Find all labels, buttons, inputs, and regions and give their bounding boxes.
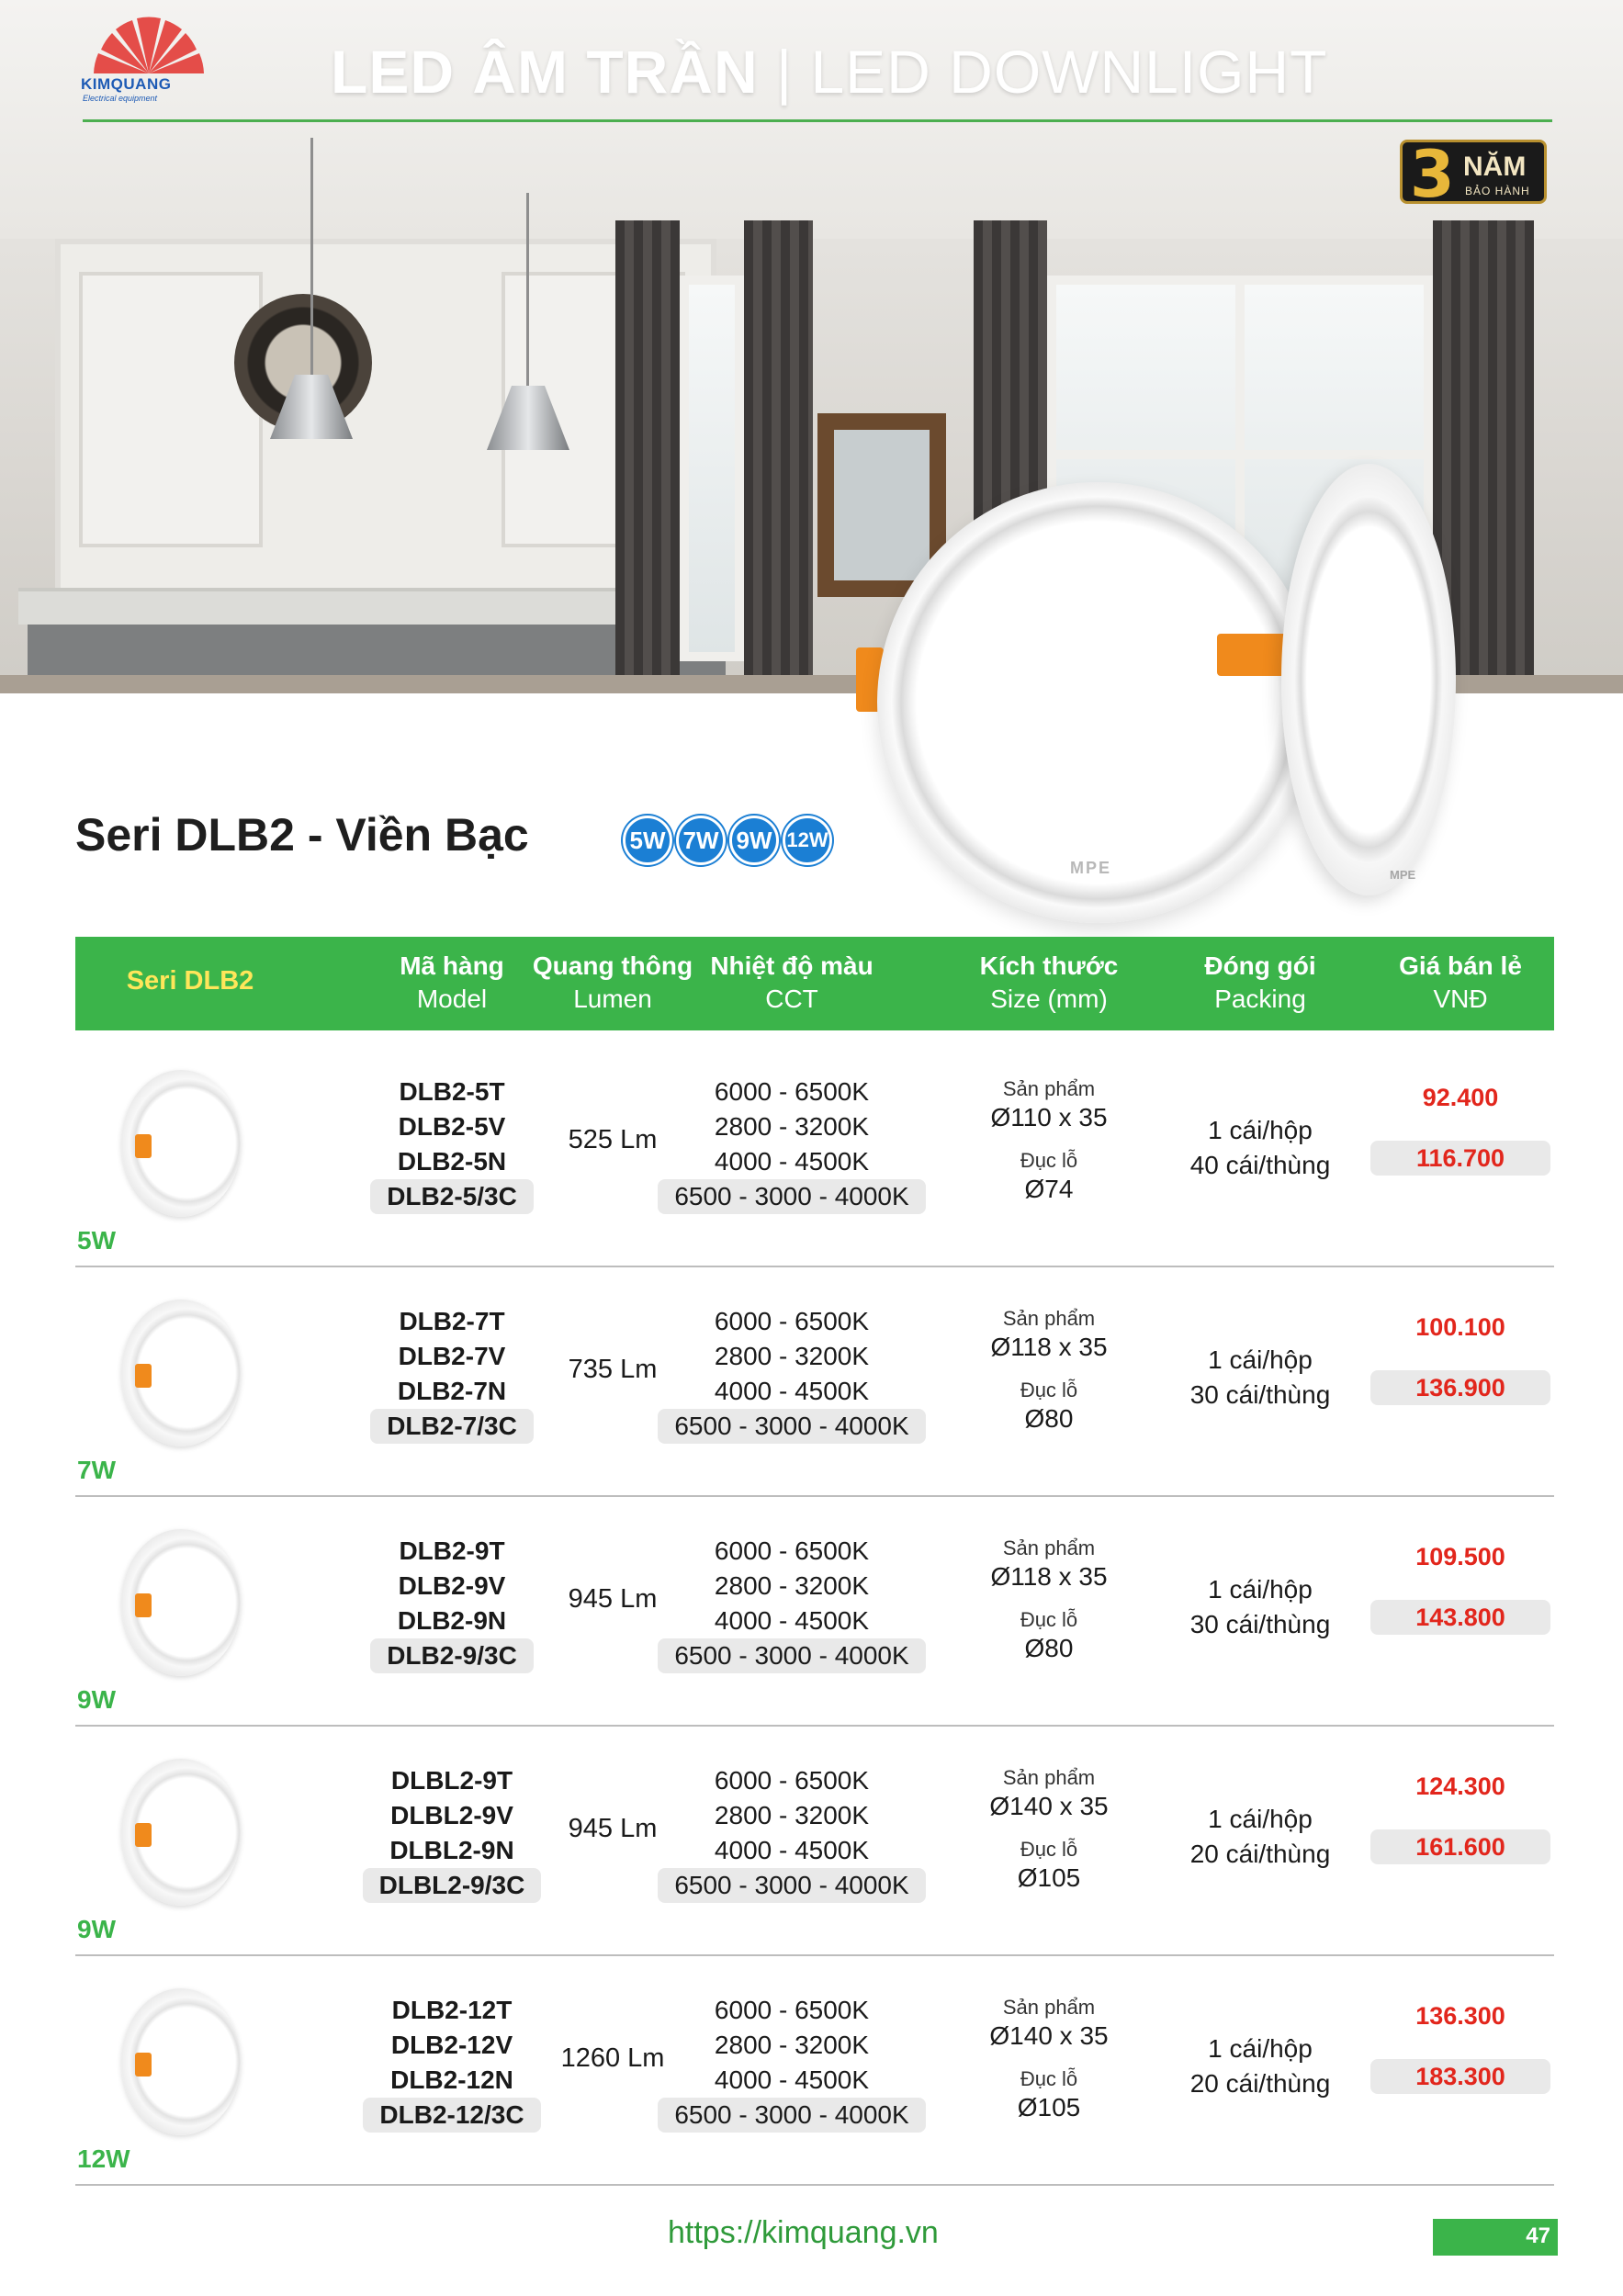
product-brand-mark: MPE	[1070, 859, 1112, 877]
table-row	[75, 1497, 1554, 1727]
cct-value: 2800 - 3200K	[714, 1342, 870, 1370]
cutout-label: Đục lỗ	[1020, 1149, 1078, 1172]
combo-price-wrap	[1369, 1600, 1552, 1635]
model-code: DLB2-9N	[397, 1606, 507, 1635]
size-value: Ø118 x 35	[990, 1333, 1108, 1361]
header-cct: Nhiệt độ màu CCT	[710, 951, 873, 1013]
packing-info	[1122, 1343, 1398, 1412]
size-value: Ø140 x 35	[989, 2021, 1109, 2050]
page-title	[331, 37, 1328, 107]
lumen-value: 1260 Lm	[560, 2043, 665, 2073]
combo-price: 183.300	[1370, 2059, 1550, 2094]
cct-value: 6000 - 6500K	[714, 1536, 870, 1565]
retail-price: 100.100	[1415, 1313, 1505, 1341]
model-code: DLB2-7V	[398, 1342, 506, 1370]
window	[680, 276, 744, 661]
title-separator: |	[758, 38, 811, 106]
cct-value: 6000 - 6500K	[714, 1766, 870, 1795]
cutout-label: Đục lỗ	[1020, 1838, 1078, 1861]
watt-badge: 12W	[783, 816, 832, 865]
watt-badge: 5W	[623, 816, 672, 865]
lumen-value: 735 Lm	[568, 1355, 658, 1384]
series-title: Seri DLB2 - Viền Bạc	[75, 809, 529, 861]
cct-value: 2800 - 3200K	[714, 1801, 870, 1829]
title-vietnamese: LED ÂM TRẦN	[331, 38, 759, 106]
packing-box: 1 cái/hộp	[1208, 1116, 1313, 1144]
page-number: 47	[1526, 2223, 1550, 2248]
model-code: DLB2-12N	[390, 2065, 513, 2094]
cabinet-panel	[79, 272, 263, 547]
combo-cct: 6500 - 3000 - 4000K	[658, 1409, 925, 1444]
size-value: Ø140 x 35	[989, 1792, 1109, 1820]
counter-top	[18, 588, 716, 625]
packing-carton: 30 cái/thùng	[1189, 1610, 1331, 1638]
cct-value: 2800 - 3200K	[714, 1571, 870, 1600]
retail-price: 124.300	[1415, 1773, 1505, 1800]
row-wattage: 9W	[77, 1915, 116, 1943]
pendant-cord	[526, 193, 529, 390]
title-underline	[83, 119, 1552, 122]
table-row	[75, 1267, 1554, 1497]
product-brand-mark: MPE	[1390, 868, 1416, 882]
cutout-label: Đục lỗ	[1020, 1608, 1078, 1631]
header-series: Seri DLB2	[126, 966, 254, 996]
row-wattage: 12W	[77, 2144, 130, 2173]
model-code: DLBL2-9N	[389, 1836, 514, 1864]
table-row	[75, 1038, 1554, 1267]
packing-box: 1 cái/hộp	[1208, 1575, 1313, 1604]
packing-info	[1122, 2032, 1398, 2101]
cutout-value: Ø74	[1024, 1175, 1074, 1203]
downlight-thumbnail	[121, 1300, 241, 1446]
downlight-thumbnail	[121, 1070, 241, 1217]
size-label: Sản phẩm	[1002, 1766, 1096, 1789]
cutout-value: Ø80	[1024, 1404, 1074, 1433]
packing-carton: 40 cái/thùng	[1189, 1151, 1331, 1179]
combo-cct: 6500 - 3000 - 4000K	[658, 1868, 925, 1903]
header-model: Mã hàng Model	[400, 951, 504, 1013]
cct-value: 4000 - 4500K	[714, 1836, 870, 1864]
wattage-badges	[623, 816, 832, 865]
size-label: Sản phẩm	[1002, 1996, 1096, 2019]
retail-price: 136.300	[1415, 2002, 1505, 2030]
cutout-value: Ø105	[1017, 1863, 1081, 1892]
combo-price-wrap	[1369, 1829, 1552, 1864]
row-wattage: 5W	[77, 1226, 116, 1255]
cct-value: 4000 - 4500K	[714, 1147, 870, 1176]
warranty-badge	[1400, 137, 1547, 212]
combo-model-code: DLB2-5/3C	[370, 1179, 534, 1214]
model-code: DLB2-12T	[391, 1996, 513, 2024]
model-code: DLB2-12V	[390, 2031, 513, 2059]
website-link[interactable]: https://kimquang.vn	[668, 2215, 939, 2250]
lumen-value: 945 Lm	[568, 1814, 658, 1843]
combo-model-code: DLB2-7/3C	[370, 1409, 534, 1444]
warranty-word: NĂM	[1463, 152, 1527, 182]
size-label: Sản phẩm	[1002, 1536, 1096, 1559]
packing-info	[1122, 1802, 1398, 1872]
table-row	[75, 1727, 1554, 1956]
cct-value: 6000 - 6500K	[714, 1996, 870, 2024]
downlight-thumbnail	[121, 1759, 241, 1906]
downlight-thumbnail	[121, 1529, 241, 1676]
model-code: DLBL2-9T	[390, 1766, 513, 1795]
combo-price: 143.800	[1370, 1600, 1550, 1635]
cct-value: 4000 - 4500K	[714, 1606, 870, 1635]
combo-model-code: DLB2-12/3C	[363, 2098, 540, 2133]
cct-value: 6000 - 6500K	[714, 1077, 870, 1106]
combo-price: 116.700	[1370, 1141, 1550, 1176]
model-code: DLBL2-9V	[390, 1801, 513, 1829]
brand-tagline: Electrical equipment	[83, 94, 158, 103]
cct-value: 2800 - 3200K	[714, 2031, 870, 2059]
page-number-box	[1433, 2219, 1558, 2256]
title-english: LED DOWNLIGHT	[810, 38, 1328, 106]
packing-box: 1 cái/hộp	[1208, 1345, 1313, 1374]
warranty-sub: BẢO HÀNH	[1465, 185, 1530, 197]
model-code: DLB2-9V	[398, 1571, 506, 1600]
curtain	[615, 220, 680, 693]
lumen-value: 945 Lm	[568, 1584, 658, 1614]
header-packing: Đóng gói Packing	[1204, 951, 1316, 1013]
combo-price: 136.900	[1370, 1370, 1550, 1405]
combo-cct: 6500 - 3000 - 4000K	[658, 1638, 925, 1673]
combo-price-wrap	[1369, 1370, 1552, 1405]
watt-badge: 9W	[729, 816, 779, 865]
combo-price-wrap	[1369, 1141, 1552, 1176]
size-value: Ø110 x 35	[990, 1103, 1108, 1131]
kimquang-logo	[75, 9, 222, 110]
pendant-cord	[310, 138, 313, 377]
cct-values	[645, 1763, 939, 1903]
downlight-side-image	[1281, 464, 1456, 895]
packing-info	[1122, 1572, 1398, 1642]
cct-value: 4000 - 4500K	[714, 1377, 870, 1405]
row-divider	[75, 2184, 1554, 2186]
packing-carton: 20 cái/thùng	[1189, 1840, 1331, 1868]
cct-values	[645, 1304, 939, 1444]
combo-cct: 6500 - 3000 - 4000K	[658, 1179, 925, 1214]
cct-values	[645, 1075, 939, 1214]
retail-price: 92.400	[1422, 1084, 1499, 1111]
packing-box: 1 cái/hộp	[1208, 1805, 1313, 1833]
brand-name: KIMQUANG	[81, 75, 172, 93]
downlight-front-image	[877, 482, 1318, 923]
cutout-label: Đục lỗ	[1020, 2067, 1078, 2090]
size-value: Ø118 x 35	[990, 1562, 1108, 1591]
cct-value: 4000 - 4500K	[714, 2065, 870, 2094]
lumen-value: 525 Lm	[568, 1125, 658, 1154]
model-code: DLB2-9T	[399, 1536, 505, 1565]
packing-box: 1 cái/hộp	[1208, 2034, 1313, 2063]
combo-model-code: DLBL2-9/3C	[363, 1868, 542, 1903]
combo-cct: 6500 - 3000 - 4000K	[658, 2098, 925, 2133]
table-row	[75, 1956, 1554, 2186]
curtain	[744, 220, 813, 693]
packing-info	[1122, 1113, 1398, 1183]
cct-values	[645, 1534, 939, 1673]
row-wattage: 7W	[77, 1456, 116, 1484]
model-code: DLB2-7T	[399, 1307, 505, 1335]
model-code: DLB2-5V	[398, 1112, 506, 1141]
cct-value: 6000 - 6500K	[714, 1307, 870, 1335]
model-code: DLB2-7N	[397, 1377, 507, 1405]
cct-values	[645, 1993, 939, 2133]
size-label: Sản phẩm	[1002, 1077, 1096, 1100]
cutout-value: Ø80	[1024, 1634, 1074, 1662]
downlight-thumbnail	[121, 1988, 241, 2135]
model-code: DLB2-5N	[397, 1147, 507, 1176]
row-wattage: 9W	[77, 1685, 116, 1714]
cutout-value: Ø105	[1017, 2093, 1081, 2122]
cutout-label: Đục lỗ	[1020, 1379, 1078, 1401]
model-code: DLB2-5T	[399, 1077, 505, 1106]
packing-carton: 30 cái/thùng	[1189, 1380, 1331, 1409]
header-lumen: Quang thông Lumen	[532, 951, 693, 1013]
table-header	[75, 937, 1554, 1030]
combo-price-wrap	[1369, 2059, 1552, 2094]
header-price: Giá bán lẻ VNĐ	[1399, 951, 1522, 1013]
warranty-years: 3	[1410, 137, 1455, 212]
cct-value: 2800 - 3200K	[714, 1112, 870, 1141]
packing-carton: 20 cái/thùng	[1189, 2069, 1331, 2098]
retail-price: 109.500	[1415, 1543, 1505, 1570]
combo-model-code: DLB2-9/3C	[370, 1638, 534, 1673]
watt-badge: 7W	[676, 816, 726, 865]
combo-price: 161.600	[1370, 1829, 1550, 1864]
size-label: Sản phẩm	[1002, 1307, 1096, 1330]
header-size: Kích thước Size (mm)	[979, 951, 1119, 1013]
